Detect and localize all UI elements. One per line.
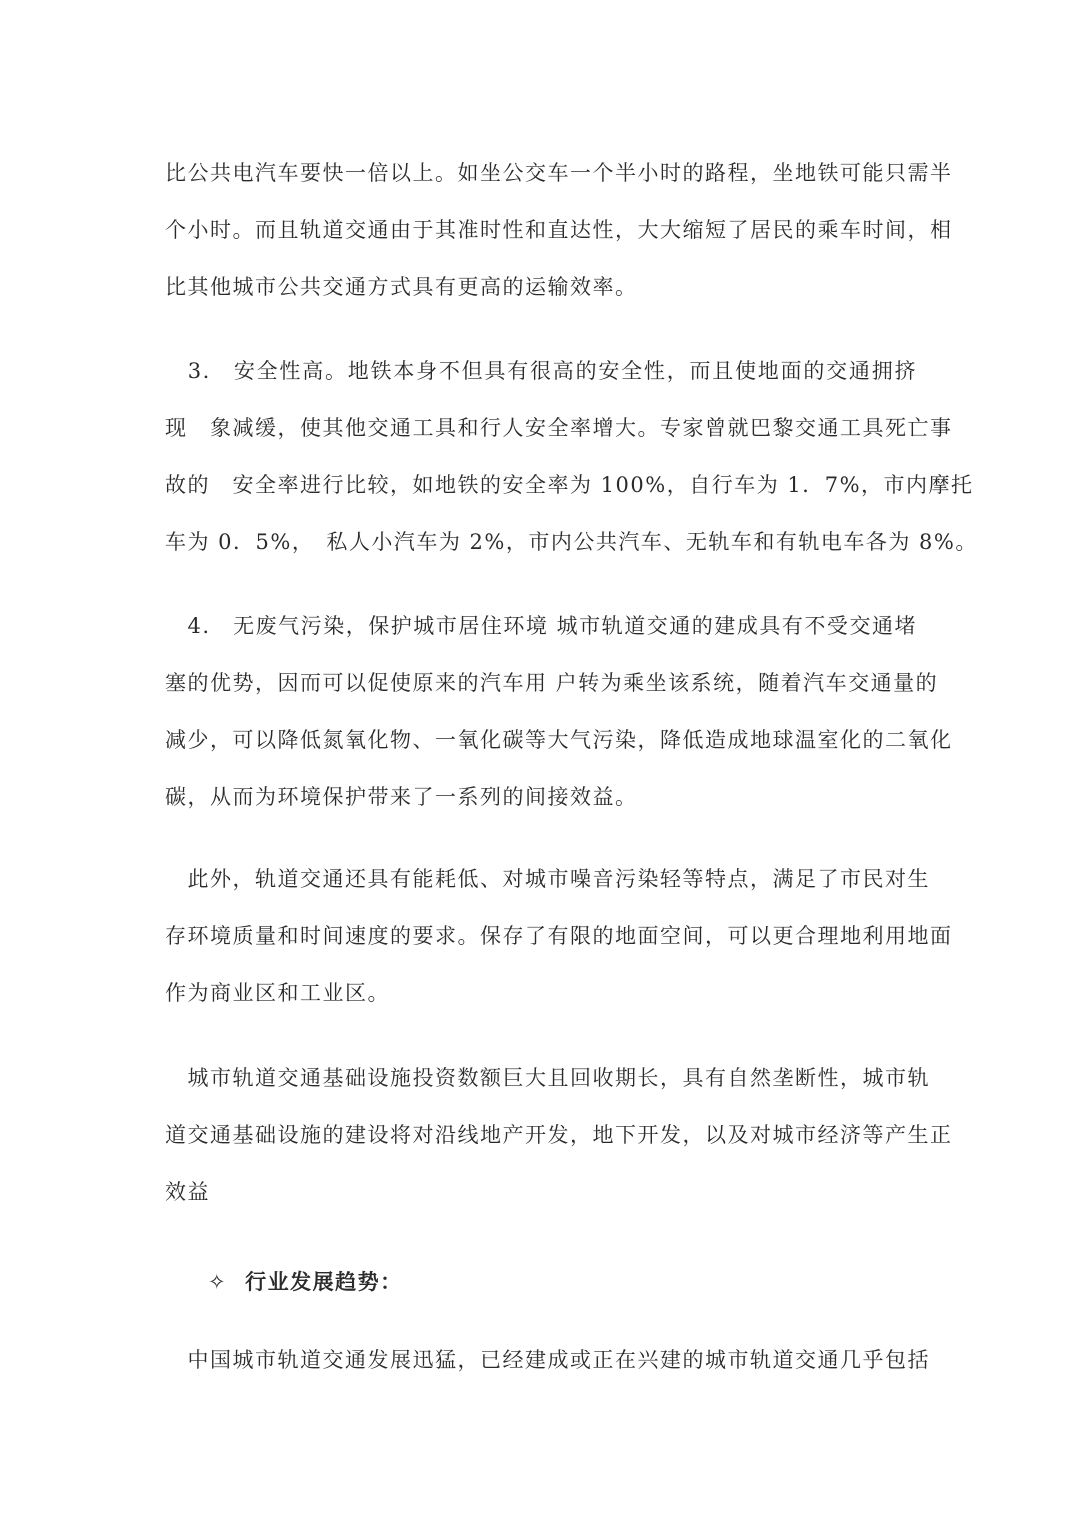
text-line: 作为商业区和工业区。 xyxy=(165,981,390,1005)
text-line: 塞的优势，因而可以促使原来的汽车用 户转为乘坐该系统，随着汽车交通量的 xyxy=(165,671,939,695)
text-line: 城市轨道交通基础设施投资数额巨大且回收期长，具有自然垄断性，城市轨 xyxy=(165,1066,930,1090)
text-line: 个小时。而且轨道交通由于其准时性和直达性，大大缩短了居民的乘车时间，相 xyxy=(165,218,953,242)
paragraph-other-benefits xyxy=(165,851,953,1022)
section-heading-text: 行业发展趋势： xyxy=(245,1269,403,1294)
section-heading xyxy=(208,1262,403,1302)
paragraph-no-pollution xyxy=(165,598,953,826)
diamond-bullet-icon: ✧ xyxy=(208,1270,228,1294)
paragraph-speed-efficiency xyxy=(165,145,953,316)
text-line: 道交通基础设施的建设将对沿线地产开发，地下开发，以及对城市经济等产生正 xyxy=(165,1123,953,1147)
text-line: 中国城市轨道交通发展迅猛，已经建成或正在兴建的城市轨道交通几乎包括 xyxy=(165,1348,930,1372)
text-line: 效益 xyxy=(165,1180,210,1204)
text-line: 故的 安全率进行比较，如地铁的安全率为 100%，自行车为 1．7%，市内摩托 xyxy=(165,473,974,497)
text-line: 碳，从而为环境保护带来了一系列的间接效益。 xyxy=(165,785,638,809)
paragraph-investment xyxy=(165,1050,953,1221)
text-line: 比其他城市公共交通方式具有更高的运输效率。 xyxy=(165,275,638,299)
paragraph-trend xyxy=(165,1332,930,1389)
text-line: 存环境质量和时间速度的要求。保存了有限的地面空间，可以更合理地利用地面 xyxy=(165,924,953,948)
text-line: 车为 0．5%， 私人小汽车为 2%，市内公共汽车、无轨车和有轨电车各为 8%。 xyxy=(165,530,978,554)
paragraph-safety xyxy=(165,343,978,571)
text-line: 减少，可以降低氮氧化物、一氧化碳等大气污染，降低造成地球温室化的二氧化 xyxy=(165,728,953,752)
text-line: 此外，轨道交通还具有能耗低、对城市噪音污染轻等特点，满足了市民对生 xyxy=(165,867,930,891)
text-line: 现 象减缓，使其他交通工具和行人安全率增大。专家曾就巴黎交通工具死亡事 xyxy=(165,416,953,440)
text-line: 比公共电汽车要快一倍以上。如坐公交车一个半小时的路程，坐地铁可能只需半 xyxy=(165,161,953,185)
text-line: 3. 安全性高。地铁本身不但具有很高的安全性，而且使地面的交通拥挤 xyxy=(165,359,917,383)
text-line: 4. 无废气污染，保护城市居住环境 城市轨道交通的建成具有不受交通堵 xyxy=(165,614,917,638)
